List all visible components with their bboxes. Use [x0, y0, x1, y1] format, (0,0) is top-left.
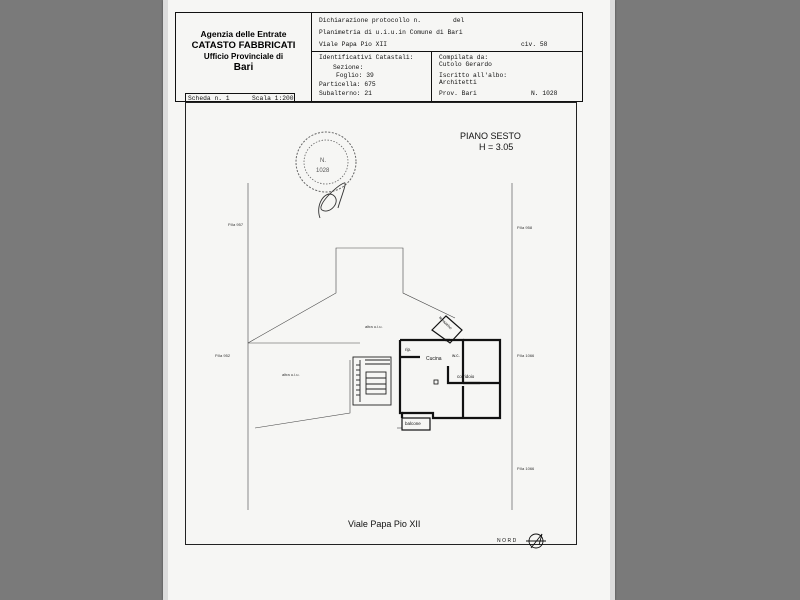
scale-label: Scala 1:200 — [252, 95, 294, 102]
corridoio-label: corridoio — [457, 374, 475, 379]
iscritto-label: Iscritto all'albo: — [439, 72, 508, 79]
ufficio-label: Ufficio Provinciale di — [203, 52, 284, 61]
stamp-number-label: N. — [320, 158, 326, 164]
parcel-952-label: P.lla 952 — [215, 353, 231, 358]
building-outline-top — [248, 248, 455, 343]
ufficio-city: Bari — [233, 62, 254, 73]
terrazzino-label: terrazzino — [438, 315, 453, 331]
balcone-label: balcone — [405, 421, 421, 426]
sezione-label: Sezione: — [333, 64, 364, 71]
parcel-957-label: P.lla 957 — [228, 222, 244, 227]
agency-name: Agenzia delle Entrate — [200, 29, 287, 39]
prov-label: Prov. Bari — [439, 90, 477, 97]
identificativi-label: Identificativi Catastali: — [319, 54, 414, 61]
parcel-1066-upper-label: P.lla 1066 — [517, 353, 535, 358]
dichiarazione-label: Dichiarazione protocollo n. — [319, 17, 422, 24]
particella-label: Particella: 675 — [319, 81, 376, 88]
parcel-1066-lower-label: P.lla 1066 — [517, 466, 535, 471]
north-label: NORD — [497, 538, 518, 544]
signature-mark — [319, 183, 345, 218]
del-label: del — [453, 17, 465, 24]
cucina-label: Cucina — [426, 356, 442, 362]
foglio-label: Foglio: 39 — [336, 72, 374, 79]
numero-label: N. 1028 — [531, 90, 558, 97]
unit-wall-bottom — [402, 413, 445, 418]
address-label: Viale Papa Pio XII — [319, 41, 388, 48]
compilata-label: Compilata da: — [439, 54, 489, 61]
wc-label: w.c. — [452, 353, 460, 358]
parcel-958-label: P.lla 958 — [517, 225, 533, 230]
iscritto-value: Architetti — [439, 79, 477, 86]
compilata-name: Cutolo Gerardo — [439, 61, 492, 68]
other-unit-label-upper: altra u.i.u. — [365, 324, 383, 329]
scheda-label: Scheda n. 1 — [188, 95, 230, 102]
other-unit-label-lower: altra u.i.u. — [282, 372, 300, 377]
stamp-code: 1028 — [316, 168, 330, 174]
catasto-title: CATASTO FABBRICATI — [191, 40, 296, 51]
staircase — [353, 357, 391, 405]
plan-title: PIANO SESTO — [460, 131, 521, 141]
planimetria-label: Planimetria di u.i.u.in Comune di Bari — [319, 29, 463, 36]
unit-wall-right — [445, 340, 500, 418]
north-arrow-icon — [526, 534, 546, 548]
street-name: Viale Papa Pio XII — [348, 519, 421, 529]
building-outline-left — [255, 360, 350, 428]
civ-label: civ. 58 — [521, 41, 548, 48]
plan-height: H = 3.05 — [479, 142, 514, 152]
subalterno-label: Subalterno: 21 — [319, 90, 372, 97]
ripostiglio-label: rip. — [405, 347, 412, 352]
kitchen-marker — [434, 380, 438, 384]
official-stamp — [296, 132, 356, 192]
unit-wall-left — [400, 340, 402, 418]
